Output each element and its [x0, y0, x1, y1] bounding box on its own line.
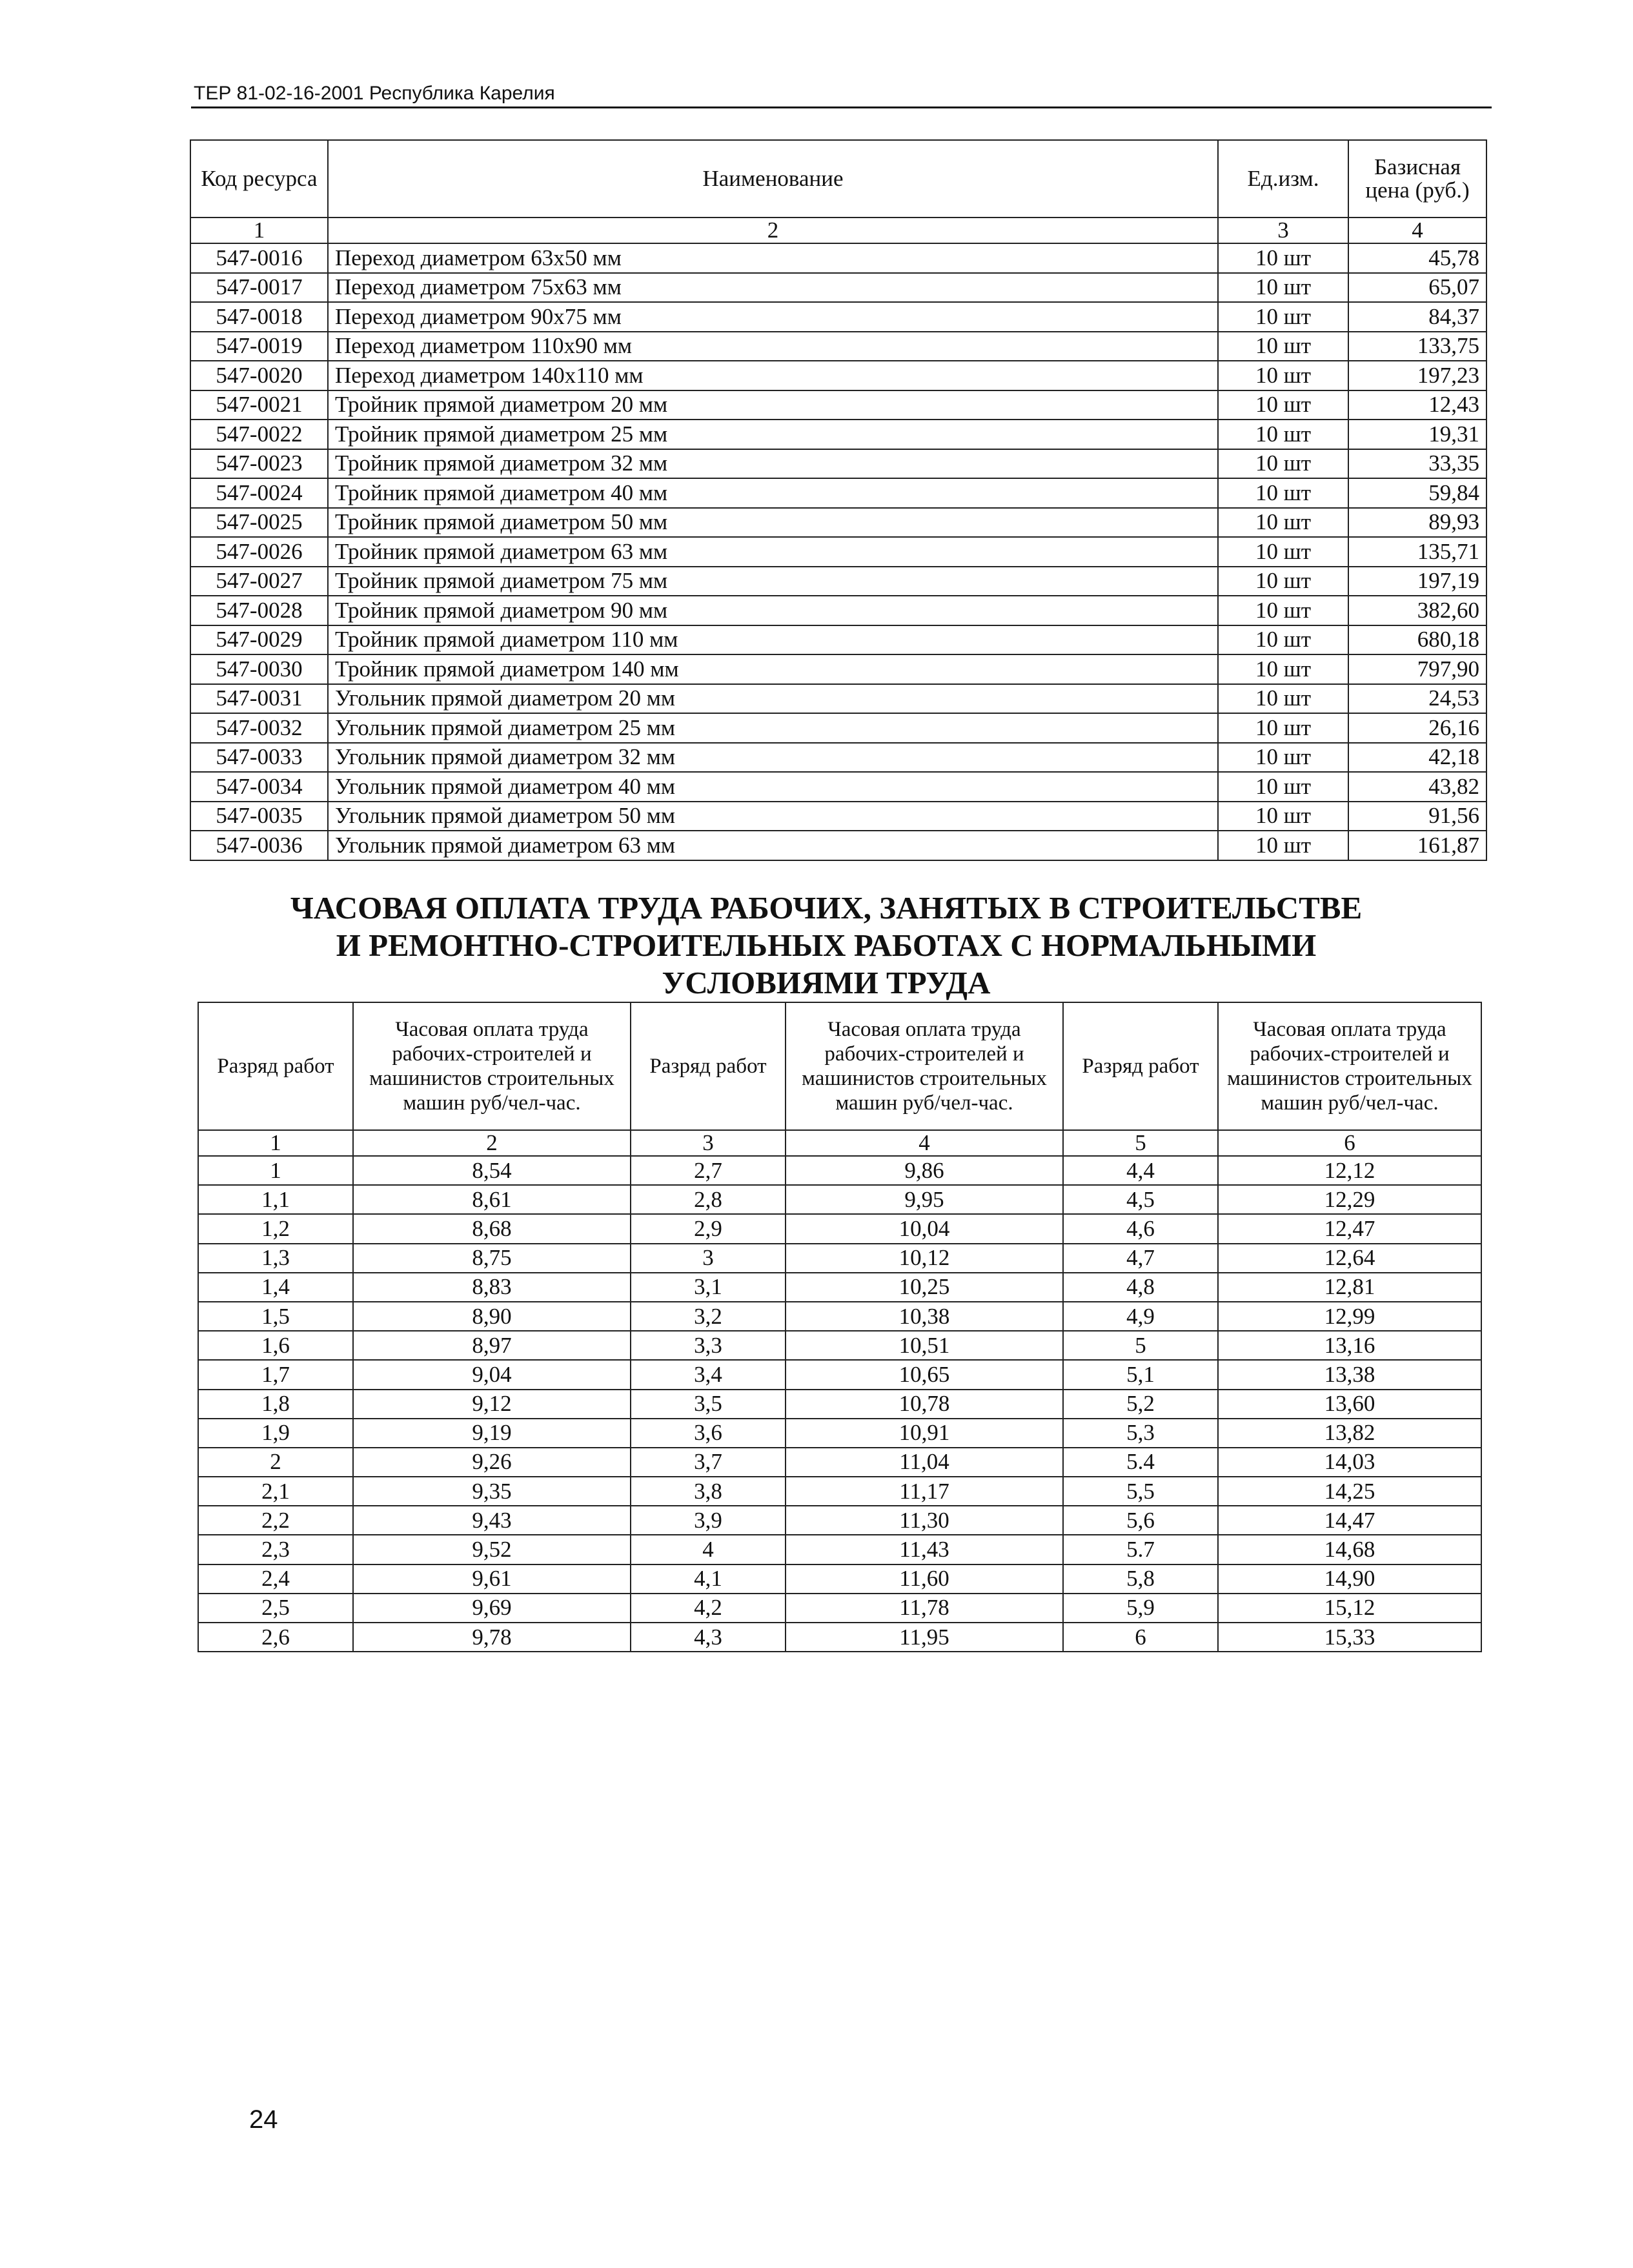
- resource-price: 19,31: [1348, 420, 1486, 449]
- resource-price: 91,56: [1348, 802, 1486, 831]
- grade-cell: 5.7: [1063, 1535, 1218, 1564]
- col-header-name: Наименование: [328, 140, 1218, 218]
- rate-cell: 12,12: [1218, 1156, 1481, 1185]
- grade-cell: 3: [631, 1244, 786, 1273]
- resource-code: 547-0030: [190, 654, 328, 684]
- table-row: [198, 1419, 1481, 1448]
- table-row: [198, 1535, 1481, 1564]
- grade-cell: 1,8: [198, 1390, 353, 1419]
- grade-cell: 2,7: [631, 1156, 786, 1185]
- rate-cell: 9,26: [353, 1448, 631, 1477]
- table-row: [198, 1448, 1481, 1477]
- col-number: 3: [631, 1130, 786, 1156]
- rate-cell: 9,61: [353, 1564, 631, 1594]
- resource-unit: 10 шт: [1218, 420, 1348, 449]
- col-header-rate-3: Часовая оплата труда рабочих-строителей и машинистов строительных машин руб/чел-час.: [1218, 1002, 1481, 1130]
- resource-price: 797,90: [1348, 654, 1486, 684]
- rate-cell: 10,12: [786, 1244, 1063, 1273]
- table-row: [190, 243, 1486, 273]
- resource-price: 12,43: [1348, 390, 1486, 420]
- rate-cell: 10,25: [786, 1273, 1063, 1302]
- grade-cell: 1,9: [198, 1419, 353, 1448]
- table-row: [190, 478, 1486, 508]
- rate-cell: 11,30: [786, 1506, 1063, 1535]
- section-title-line-1: ЧАСОВАЯ ОПЛАТА ТРУДА РАБОЧИХ, ЗАНЯТЫХ В СТРОИТЕЛЬСТВЕ: [290, 890, 1363, 926]
- resource-unit: 10 шт: [1218, 625, 1348, 655]
- resource-name: Тройник прямой диаметром 140 мм: [328, 654, 1218, 684]
- resource-price: 680,18: [1348, 625, 1486, 655]
- resource-unit: 10 шт: [1218, 831, 1348, 860]
- col-header-grade-3: Разряд работ: [1063, 1002, 1218, 1130]
- resource-unit: 10 шт: [1218, 802, 1348, 831]
- resource-price: 382,60: [1348, 596, 1486, 625]
- grade-cell: 1,4: [198, 1273, 353, 1302]
- resource-name: Тройник прямой диаметром 63 мм: [328, 537, 1218, 567]
- rate-cell: 8,75: [353, 1244, 631, 1273]
- rate-cell: 9,12: [353, 1390, 631, 1419]
- resource-code: 547-0017: [190, 273, 328, 303]
- resource-name: Тройник прямой диаметром 90 мм: [328, 596, 1218, 625]
- grade-cell: 4,5: [1063, 1185, 1218, 1214]
- rate-cell: 8,83: [353, 1273, 631, 1302]
- resource-name: Переход диаметром 110х90 мм: [328, 332, 1218, 361]
- rate-cell: 9,19: [353, 1419, 631, 1448]
- rate-cell: 14,03: [1218, 1448, 1481, 1477]
- resource-price: 24,53: [1348, 684, 1486, 714]
- resource-code: 547-0034: [190, 772, 328, 802]
- resource-name: Тройник прямой диаметром 40 мм: [328, 478, 1218, 508]
- resource-code: 547-0018: [190, 302, 328, 332]
- rate-cell: 10,04: [786, 1214, 1063, 1243]
- rate-cell: 8,97: [353, 1331, 631, 1360]
- resource-code: 547-0025: [190, 508, 328, 538]
- rate-cell: 13,16: [1218, 1331, 1481, 1360]
- resource-code: 547-0024: [190, 478, 328, 508]
- col-number: 2: [353, 1130, 631, 1156]
- grade-cell: 3,5: [631, 1390, 786, 1419]
- resource-name: Тройник прямой диаметром 20 мм: [328, 390, 1218, 420]
- grade-cell: 2: [198, 1448, 353, 1477]
- table-row: [190, 449, 1486, 479]
- grade-cell: 2,2: [198, 1506, 353, 1535]
- grade-cell: 5,3: [1063, 1419, 1218, 1448]
- resource-price: 45,78: [1348, 243, 1486, 273]
- resource-code: 547-0022: [190, 420, 328, 449]
- resource-unit: 10 шт: [1218, 332, 1348, 361]
- resources-table: [190, 139, 1487, 861]
- grade-cell: 3,2: [631, 1302, 786, 1331]
- resource-name: Тройник прямой диаметром 110 мм: [328, 625, 1218, 655]
- table-row: [190, 273, 1486, 303]
- col-number: 5: [1063, 1130, 1218, 1156]
- rate-cell: 14,47: [1218, 1506, 1481, 1535]
- resource-unit: 10 шт: [1218, 302, 1348, 332]
- resource-code: 547-0016: [190, 243, 328, 273]
- resource-code: 547-0031: [190, 684, 328, 714]
- resource-name: Угольник прямой диаметром 63 мм: [328, 831, 1218, 860]
- table-row: [198, 1506, 1481, 1535]
- resource-price: 135,71: [1348, 537, 1486, 567]
- wage-table-body: [198, 1156, 1481, 1652]
- rate-cell: 12,47: [1218, 1214, 1481, 1243]
- resource-name: Тройник прямой диаметром 50 мм: [328, 508, 1218, 538]
- grade-cell: 4,8: [1063, 1273, 1218, 1302]
- rate-cell: 13,60: [1218, 1390, 1481, 1419]
- resource-unit: 10 шт: [1218, 243, 1348, 273]
- rate-cell: 9,52: [353, 1535, 631, 1564]
- resource-name: Угольник прямой диаметром 20 мм: [328, 684, 1218, 714]
- rate-cell: 8,90: [353, 1302, 631, 1331]
- rate-cell: 11,95: [786, 1623, 1063, 1652]
- resource-unit: 10 шт: [1218, 273, 1348, 303]
- col-number: 4: [1348, 218, 1486, 243]
- resource-unit: 10 шт: [1218, 478, 1348, 508]
- resource-name: Переход диаметром 75х63 мм: [328, 273, 1218, 303]
- grade-cell: 1,5: [198, 1302, 353, 1331]
- wage-header-row: [198, 1002, 1481, 1130]
- resource-name: Угольник прямой диаметром 32 мм: [328, 743, 1218, 773]
- resource-code: 547-0036: [190, 831, 328, 860]
- resources-table-body: [190, 243, 1486, 860]
- table-row: [198, 1564, 1481, 1594]
- table-row: [198, 1185, 1481, 1214]
- resource-unit: 10 шт: [1218, 390, 1348, 420]
- col-header-rate-1: Часовая оплата труда рабочих-строителей и машинистов строительных машин руб/чел-час.: [353, 1002, 631, 1130]
- rate-cell: 9,69: [353, 1594, 631, 1623]
- document-header: ТЕР 81-02-16-2001 Республика Карелия: [194, 83, 555, 104]
- resource-price: 33,35: [1348, 449, 1486, 479]
- grade-cell: 5,2: [1063, 1390, 1218, 1419]
- grade-cell: 1,7: [198, 1360, 353, 1389]
- section-title-line-2: И РЕМОНТНО-СТРОИТЕЛЬНЫХ РАБОТАХ С НОРМАЛЬНЫМИ: [336, 927, 1317, 963]
- table-row: [198, 1623, 1481, 1652]
- grade-cell: 3,8: [631, 1477, 786, 1506]
- header-rule: [191, 106, 1492, 108]
- section-title-line-3: УСЛОВИЯМИ ТРУДА: [662, 965, 991, 1000]
- resource-name: Тройник прямой диаметром 32 мм: [328, 449, 1218, 479]
- table-row: [198, 1360, 1481, 1389]
- resource-code: 547-0029: [190, 625, 328, 655]
- resource-unit: 10 шт: [1218, 596, 1348, 625]
- page-number: 24: [249, 2105, 278, 2134]
- resource-unit: 10 шт: [1218, 567, 1348, 596]
- grade-cell: 2,6: [198, 1623, 353, 1652]
- rate-cell: 11,04: [786, 1448, 1063, 1477]
- table-row: [190, 567, 1486, 596]
- grade-cell: 1,3: [198, 1244, 353, 1273]
- grade-cell: 5,6: [1063, 1506, 1218, 1535]
- col-header-code: Код ресурса: [190, 140, 328, 218]
- wage-table: [198, 1002, 1482, 1652]
- rate-cell: 8,54: [353, 1156, 631, 1185]
- rate-cell: 11,78: [786, 1594, 1063, 1623]
- grade-cell: 1,1: [198, 1185, 353, 1214]
- resource-unit: 10 шт: [1218, 743, 1348, 773]
- grade-cell: 4,7: [1063, 1244, 1218, 1273]
- resource-price: 26,16: [1348, 713, 1486, 743]
- col-number: 2: [328, 218, 1218, 243]
- resource-code: 547-0019: [190, 332, 328, 361]
- resource-code: 547-0028: [190, 596, 328, 625]
- rate-cell: 13,38: [1218, 1360, 1481, 1389]
- resource-name: Тройник прямой диаметром 75 мм: [328, 567, 1218, 596]
- resource-name: Угольник прямой диаметром 40 мм: [328, 772, 1218, 802]
- resource-price: 133,75: [1348, 332, 1486, 361]
- table-row: [190, 684, 1486, 714]
- rate-cell: 14,90: [1218, 1564, 1481, 1594]
- table-row: [198, 1302, 1481, 1331]
- resource-code: 547-0027: [190, 567, 328, 596]
- rate-cell: 13,82: [1218, 1419, 1481, 1448]
- resource-price: 42,18: [1348, 743, 1486, 773]
- table-row: [190, 390, 1486, 420]
- rate-cell: 15,33: [1218, 1623, 1481, 1652]
- resource-code: 547-0035: [190, 802, 328, 831]
- grade-cell: 3,6: [631, 1419, 786, 1448]
- table-row: [198, 1594, 1481, 1623]
- table-row: [198, 1477, 1481, 1506]
- rate-cell: 10,51: [786, 1331, 1063, 1360]
- rate-cell: 10,78: [786, 1390, 1063, 1419]
- wage-column-numbers: [198, 1130, 1481, 1156]
- col-header-unit: Ед.изм.: [1218, 140, 1348, 218]
- grade-cell: 1: [198, 1156, 353, 1185]
- grade-cell: 6: [1063, 1623, 1218, 1652]
- resource-name: Тройник прямой диаметром 25 мм: [328, 420, 1218, 449]
- grade-cell: 1,6: [198, 1331, 353, 1360]
- rate-cell: 9,35: [353, 1477, 631, 1506]
- grade-cell: 3,9: [631, 1506, 786, 1535]
- grade-cell: 5,9: [1063, 1594, 1218, 1623]
- grade-cell: 4: [631, 1535, 786, 1564]
- table-row: [190, 332, 1486, 361]
- rate-cell: 12,99: [1218, 1302, 1481, 1331]
- table-row: [198, 1156, 1481, 1185]
- table-row: [198, 1244, 1481, 1273]
- col-header-grade-2: Разряд работ: [631, 1002, 786, 1130]
- grade-cell: 3,1: [631, 1273, 786, 1302]
- table-row: [190, 537, 1486, 567]
- rate-cell: 9,43: [353, 1506, 631, 1535]
- grade-cell: 4,9: [1063, 1302, 1218, 1331]
- resource-price: 197,23: [1348, 361, 1486, 390]
- rate-cell: 14,25: [1218, 1477, 1481, 1506]
- resource-unit: 10 шт: [1218, 684, 1348, 714]
- table-row: [190, 508, 1486, 538]
- resources-column-numbers: [190, 218, 1486, 243]
- table-row: [190, 802, 1486, 831]
- col-number: 6: [1218, 1130, 1481, 1156]
- rate-cell: 9,86: [786, 1156, 1063, 1185]
- rate-cell: 10,91: [786, 1419, 1063, 1448]
- table-row: [198, 1214, 1481, 1243]
- col-number: 1: [198, 1130, 353, 1156]
- table-row: [190, 420, 1486, 449]
- resource-code: 547-0032: [190, 713, 328, 743]
- grade-cell: 4,4: [1063, 1156, 1218, 1185]
- rate-cell: 8,61: [353, 1185, 631, 1214]
- rate-cell: 10,38: [786, 1302, 1063, 1331]
- grade-cell: 2,9: [631, 1214, 786, 1243]
- rate-cell: 15,12: [1218, 1594, 1481, 1623]
- grade-cell: 4,1: [631, 1564, 786, 1594]
- col-number: 3: [1218, 218, 1348, 243]
- table-row: [190, 596, 1486, 625]
- rate-cell: 11,60: [786, 1564, 1063, 1594]
- resource-code: 547-0026: [190, 537, 328, 567]
- rate-cell: 12,64: [1218, 1244, 1481, 1273]
- table-row: [190, 743, 1486, 773]
- rate-cell: 11,43: [786, 1535, 1063, 1564]
- resource-unit: 10 шт: [1218, 449, 1348, 479]
- rate-cell: 12,81: [1218, 1273, 1481, 1302]
- resource-code: 547-0033: [190, 743, 328, 773]
- resource-name: Угольник прямой диаметром 50 мм: [328, 802, 1218, 831]
- grade-cell: 5.4: [1063, 1448, 1218, 1477]
- table-row: [190, 654, 1486, 684]
- resource-code: 547-0021: [190, 390, 328, 420]
- col-header-rate-2: Часовая оплата труда рабочих-строителей и машинистов строительных машин руб/чел-час.: [786, 1002, 1063, 1130]
- rate-cell: 9,95: [786, 1185, 1063, 1214]
- rate-cell: 11,17: [786, 1477, 1063, 1506]
- table-row: [190, 302, 1486, 332]
- resource-price: 59,84: [1348, 478, 1486, 508]
- resource-name: Угольник прямой диаметром 25 мм: [328, 713, 1218, 743]
- resource-unit: 10 шт: [1218, 361, 1348, 390]
- table-row: [198, 1390, 1481, 1419]
- grade-cell: 4,3: [631, 1623, 786, 1652]
- table-row: [198, 1331, 1481, 1360]
- grade-cell: 3,7: [631, 1448, 786, 1477]
- resources-header-row: [190, 140, 1486, 218]
- resource-price: 197,19: [1348, 567, 1486, 596]
- resource-name: Переход диаметром 140х110 мм: [328, 361, 1218, 390]
- rate-cell: 12,29: [1218, 1185, 1481, 1214]
- rate-cell: 10,65: [786, 1360, 1063, 1389]
- resource-name: Переход диаметром 63х50 мм: [328, 243, 1218, 273]
- grade-cell: 2,3: [198, 1535, 353, 1564]
- grade-cell: 2,8: [631, 1185, 786, 1214]
- resource-price: 43,82: [1348, 772, 1486, 802]
- col-number: 1: [190, 218, 328, 243]
- table-row: [190, 831, 1486, 860]
- rate-cell: 14,68: [1218, 1535, 1481, 1564]
- col-header-price: Базисная цена (руб.): [1348, 140, 1486, 218]
- grade-cell: 5,8: [1063, 1564, 1218, 1594]
- resource-unit: 10 шт: [1218, 654, 1348, 684]
- resource-code: 547-0020: [190, 361, 328, 390]
- col-number: 4: [786, 1130, 1063, 1156]
- resource-price: 89,93: [1348, 508, 1486, 538]
- grade-cell: 4,6: [1063, 1214, 1218, 1243]
- rate-cell: 9,78: [353, 1623, 631, 1652]
- col-header-grade-1: Разряд работ: [198, 1002, 353, 1130]
- resource-unit: 10 шт: [1218, 508, 1348, 538]
- resource-price: 161,87: [1348, 831, 1486, 860]
- grade-cell: 2,4: [198, 1564, 353, 1594]
- table-row: [190, 772, 1486, 802]
- rate-cell: 9,04: [353, 1360, 631, 1389]
- grade-cell: 3,3: [631, 1331, 786, 1360]
- grade-cell: 1,2: [198, 1214, 353, 1243]
- resource-code: 547-0023: [190, 449, 328, 479]
- table-row: [198, 1273, 1481, 1302]
- table-row: [190, 361, 1486, 390]
- grade-cell: 3,4: [631, 1360, 786, 1389]
- resource-unit: 10 шт: [1218, 772, 1348, 802]
- grade-cell: 5: [1063, 1331, 1218, 1360]
- resource-price: 65,07: [1348, 273, 1486, 303]
- table-row: [190, 625, 1486, 655]
- resource-name: Переход диаметром 90х75 мм: [328, 302, 1218, 332]
- grade-cell: 4,2: [631, 1594, 786, 1623]
- rate-cell: 8,68: [353, 1214, 631, 1243]
- grade-cell: 5,1: [1063, 1360, 1218, 1389]
- grade-cell: 2,5: [198, 1594, 353, 1623]
- resource-unit: 10 шт: [1218, 713, 1348, 743]
- grade-cell: 5,5: [1063, 1477, 1218, 1506]
- resource-unit: 10 шт: [1218, 537, 1348, 567]
- table-row: [190, 713, 1486, 743]
- resource-price: 84,37: [1348, 302, 1486, 332]
- grade-cell: 2,1: [198, 1477, 353, 1506]
